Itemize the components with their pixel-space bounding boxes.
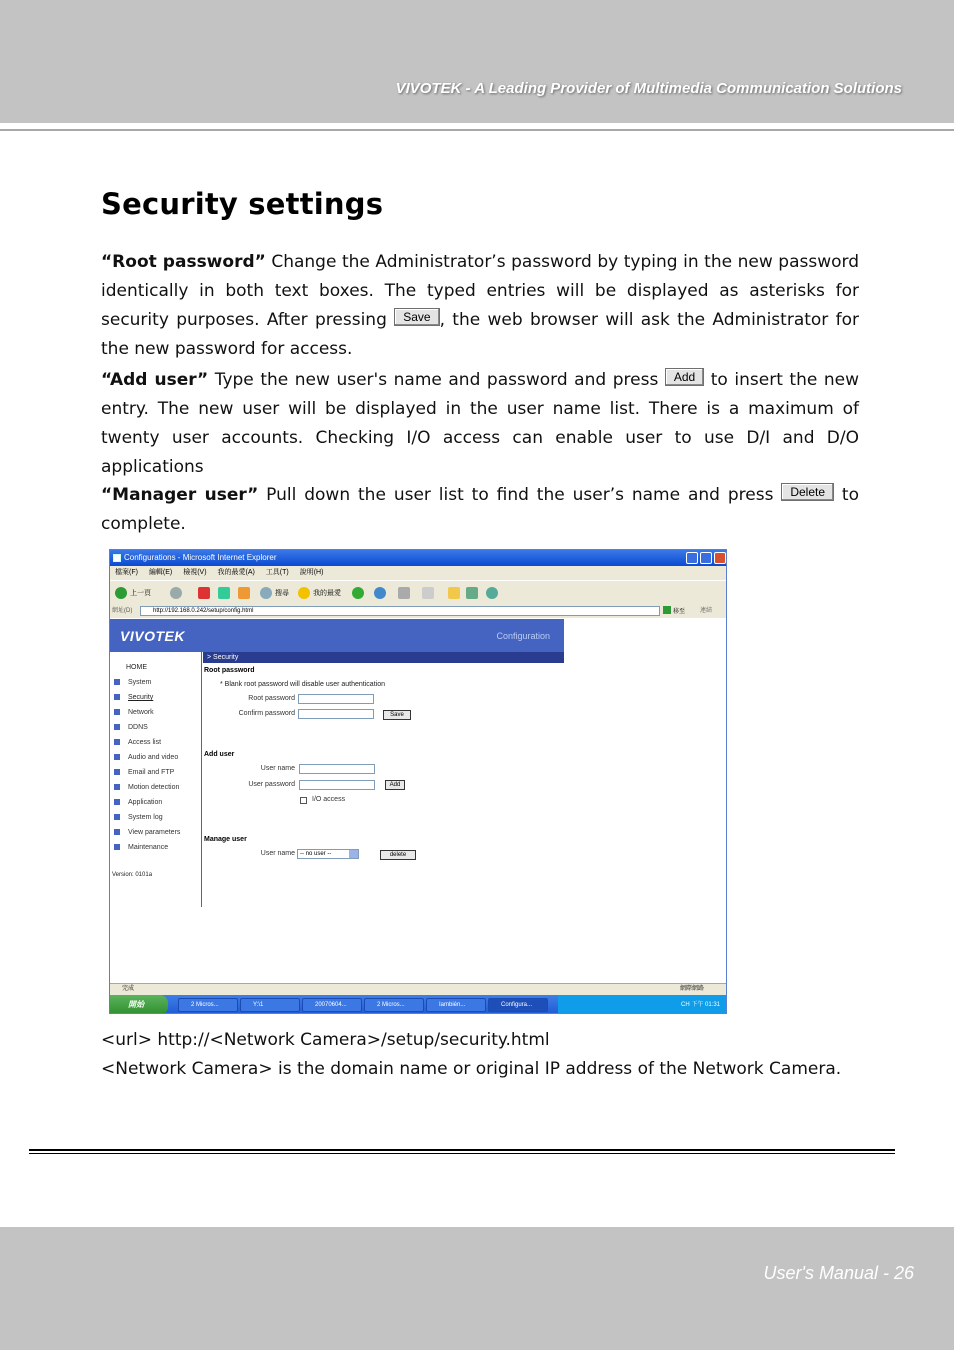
footer-rule: [29, 1149, 895, 1151]
sidebar-home-link[interactable]: HOME: [126, 664, 147, 671]
root-password-text-after: , the web browser will ask the Administrator for the new password for access.: [101, 310, 859, 359]
taskbar-item[interactable]: Y:\1: [240, 998, 300, 1012]
mail-icon[interactable]: [374, 587, 386, 599]
go-arrow-icon: [663, 606, 671, 614]
forward-icon[interactable]: [170, 587, 182, 599]
root-password-heading: Root password: [204, 667, 255, 674]
bullet-icon: [114, 769, 120, 775]
menu-help[interactable]: 說明(H): [299, 569, 324, 576]
network-camera-note: <Network Camera> is the domain name or original IP address of the Network Camera.: [101, 1059, 842, 1079]
go-label: 移至: [673, 609, 686, 615]
vivotek-logo: VIVOTEK: [120, 628, 185, 644]
menu-tools[interactable]: 工具(T): [265, 569, 289, 576]
go-button[interactable]: [663, 606, 691, 616]
taskbar-item[interactable]: 2 Micros...: [364, 998, 424, 1012]
user-name-label: User name: [260, 765, 295, 772]
status-zone: 網際網路: [679, 986, 704, 992]
url-line: <url> http://<Network Camera>/setup/security.html: [101, 1030, 550, 1050]
config-sidebar: [110, 652, 202, 907]
window-title: Configurations - Microsoft Internet Explorer: [124, 553, 277, 562]
confirm-password-label: Confirm password: [238, 710, 295, 717]
add-user-heading: Add user: [204, 751, 235, 758]
configuration-label: Configuration: [496, 631, 550, 641]
tools-icon[interactable]: [486, 587, 498, 599]
favorites-label[interactable]: 我的最愛: [313, 590, 341, 597]
menu-bar: [110, 566, 727, 580]
root-password-note: * Blank root password will disable user authentication: [220, 681, 385, 688]
links-label[interactable]: 連結: [700, 608, 713, 614]
add-user-text-before: Type the new user's name and password and press: [208, 370, 665, 390]
favorites-icon[interactable]: [298, 587, 310, 599]
firmware-version: Version: 0101a: [112, 872, 153, 878]
bullet-icon: [114, 754, 120, 760]
bullet-icon: [114, 724, 120, 730]
back-label[interactable]: 上一頁: [130, 590, 151, 597]
bullet-icon: [114, 679, 120, 685]
page-header-band: [0, 0, 954, 123]
root-password-lead: “Root password”: [101, 252, 266, 272]
messenger-icon[interactable]: [466, 587, 478, 599]
bullet-icon: [114, 739, 120, 745]
manager-user-paragraph: [101, 481, 859, 539]
sidebar-item-application[interactable]: Application: [110, 799, 162, 806]
io-access-label: I/O access: [312, 796, 346, 803]
root-password-paragraph: [101, 248, 859, 364]
taskbar-item[interactable]: 20070604...: [302, 998, 362, 1012]
history-icon[interactable]: [352, 587, 364, 599]
add-user-text-after: to insert the new entry. The new user will be displayed in the user name list. There is a maximum of twenty user accounts. Checking I/O access can enable user to use D/I and D/O applications: [101, 370, 859, 477]
folder-icon[interactable]: [448, 587, 460, 599]
address-input[interactable]: http://192.168.0.242/setup/config.html: [140, 606, 660, 616]
manager-user-text-before: Pull down the user list to find the user’s name and press: [258, 485, 782, 505]
save-button-image: Save: [394, 308, 439, 326]
system-tray: CH 下午 01:31: [558, 995, 727, 1014]
maximize-icon[interactable]: [700, 552, 712, 564]
menu-edit[interactable]: 編輯(E): [148, 569, 173, 576]
window-titlebar: [110, 550, 727, 566]
manage-user-name-label: User name: [260, 850, 295, 857]
sidebar-item-motion-detection[interactable]: Motion detection: [110, 784, 179, 791]
status-done: 完成: [122, 986, 135, 992]
taskbar-item[interactable]: Iambién...: [426, 998, 486, 1012]
taskbar-item[interactable]: Configura...: [488, 998, 548, 1012]
close-icon[interactable]: [714, 552, 726, 564]
chevron-down-icon: [349, 850, 358, 858]
back-icon[interactable]: [115, 587, 127, 599]
refresh-icon[interactable]: [218, 587, 230, 599]
page-title: Security settings: [101, 187, 384, 221]
root-password-input[interactable]: [298, 694, 374, 704]
add-button[interactable]: Add: [385, 780, 405, 790]
search-icon[interactable]: [260, 587, 272, 599]
bullet-icon: [114, 844, 120, 850]
user-password-input[interactable]: [299, 780, 375, 790]
browser-status-bar: [110, 983, 727, 995]
manager-user-text-after: to complete.: [101, 485, 859, 534]
manager-user-lead: “Manager user”: [101, 485, 259, 505]
header-tagline: VIVOTEK - A Leading Provider of Multimedia Communication Solutions: [395, 80, 902, 97]
menu-view[interactable]: 檢視(V): [183, 569, 207, 576]
sidebar-item-system-log[interactable]: System log: [110, 814, 163, 821]
bullet-icon: [114, 784, 120, 790]
browser-screenshot: [109, 549, 727, 1014]
delete-button[interactable]: delete: [380, 850, 416, 860]
bullet-icon: [114, 694, 120, 700]
edit-icon[interactable]: [422, 587, 434, 599]
sidebar-item-audio-video[interactable]: Audio and video: [110, 754, 178, 761]
user-select-value: -- no user --: [300, 851, 332, 857]
user-password-label: User password: [248, 781, 295, 788]
delete-button-image: Delete: [781, 483, 834, 501]
page-footer-band: [0, 1227, 954, 1350]
add-user-lead: “Add user”: [101, 370, 209, 390]
start-button[interactable]: 開始: [110, 995, 168, 1014]
user-select[interactable]: [297, 849, 359, 859]
sidebar-item-view-parameters[interactable]: View parameters: [110, 829, 180, 836]
print-icon[interactable]: [398, 587, 410, 599]
add-button-image: Add: [665, 368, 704, 386]
header-rule: [0, 129, 954, 131]
user-name-input[interactable]: [299, 764, 375, 774]
bullet-icon: [114, 709, 120, 715]
footer-rule-thin: [29, 1153, 895, 1154]
bullet-icon: [114, 829, 120, 835]
address-bar: [110, 604, 727, 618]
section-title-bar: > Security: [203, 652, 564, 663]
sidebar-item-access-list[interactable]: Access list: [110, 739, 161, 746]
bullet-icon: [114, 814, 120, 820]
sidebar-item-maintenance[interactable]: Maintenance: [110, 844, 168, 851]
sidebar-item-network[interactable]: Network: [110, 709, 154, 716]
io-access-checkbox[interactable]: [300, 797, 307, 804]
add-user-paragraph: [101, 366, 859, 482]
root-password-label: Root password: [248, 695, 295, 702]
address-label: 網址(D): [112, 608, 133, 614]
browser-toolbar: [110, 580, 727, 604]
manage-user-heading: Manage user: [204, 836, 247, 843]
stop-icon[interactable]: [198, 587, 210, 599]
menu-file[interactable]: 檔案(F): [115, 569, 138, 576]
vivotek-banner: [110, 619, 564, 652]
sidebar-item-security[interactable]: Security: [110, 694, 153, 701]
taskbar-item[interactable]: 2 Micros...: [178, 998, 238, 1012]
home-icon[interactable]: [238, 587, 250, 599]
confirm-password-input[interactable]: [298, 709, 374, 719]
search-label[interactable]: 搜尋: [275, 590, 289, 597]
bullet-icon: [114, 799, 120, 805]
root-password-text-before: Change the Administrator’s password by typing in the new password identically in both text boxes. The typed entries will be displayed as asterisks for security purposes. After pressing: [101, 252, 859, 330]
page-content: [110, 619, 727, 983]
sidebar-item-email-ftp[interactable]: Email and FTP: [110, 769, 174, 776]
windows-taskbar: [110, 995, 727, 1014]
page-number: User's Manual - 26: [763, 1263, 914, 1283]
sidebar-item-system[interactable]: System: [110, 679, 151, 686]
menu-favorites[interactable]: 我的最愛(A): [217, 569, 255, 576]
minimize-icon[interactable]: [686, 552, 698, 564]
sidebar-item-ddns[interactable]: DDNS: [110, 724, 148, 731]
save-button[interactable]: Save: [383, 710, 411, 720]
ie-icon: [113, 554, 121, 562]
